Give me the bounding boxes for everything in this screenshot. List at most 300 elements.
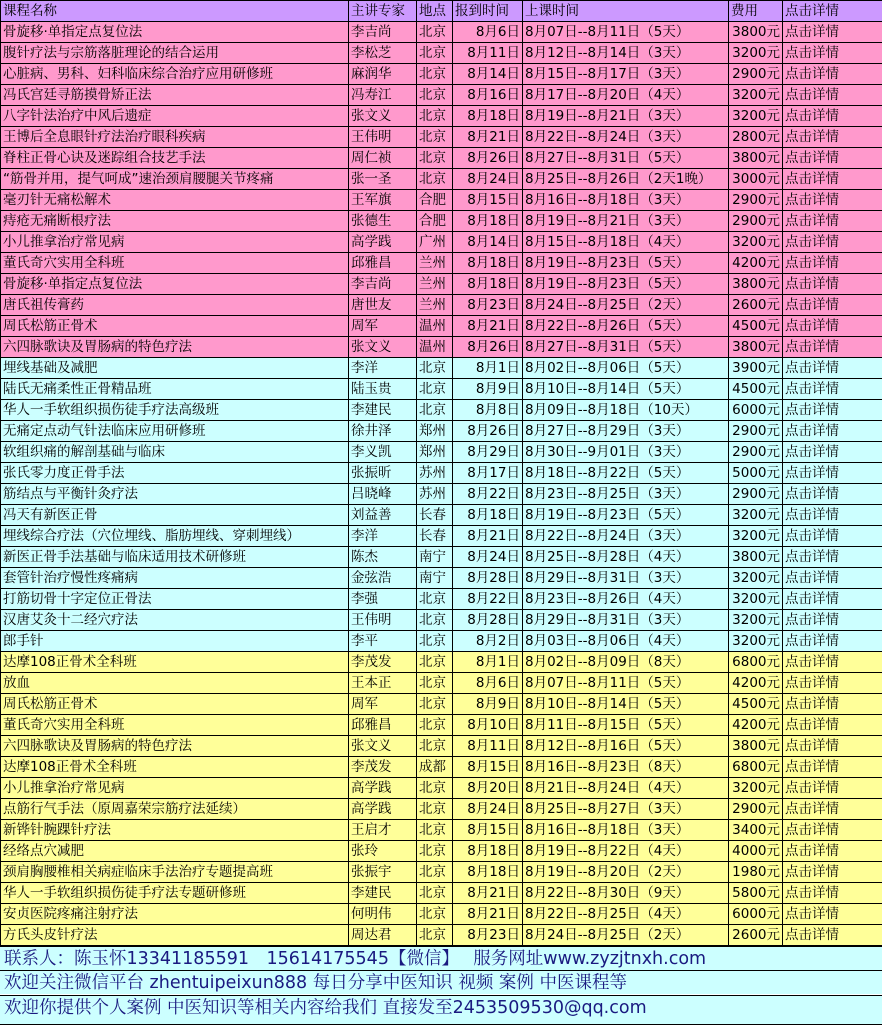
teacher-name: 麻润华	[349, 64, 417, 85]
register-date: 8月22日	[453, 589, 523, 610]
register-date: 8月15日	[453, 820, 523, 841]
table-row	[1, 694, 882, 715]
location: 兰州	[417, 253, 453, 274]
class-dates: 8月07日--8月11日（5天）	[523, 22, 729, 43]
col-header-teacher: 主讲专家	[349, 1, 417, 22]
fee: 3900元	[729, 358, 783, 379]
detail-link[interactable]: 点击详情	[783, 337, 882, 358]
detail-link[interactable]: 点击详情	[783, 253, 882, 274]
register-date: 8月18日	[453, 253, 523, 274]
location: 北京	[417, 169, 453, 190]
detail-link[interactable]: 点击详情	[783, 316, 882, 337]
register-date: 8月21日	[453, 127, 523, 148]
detail-link[interactable]: 点击详情	[783, 568, 882, 589]
class-dates: 8月19日--8月21日（3天）	[523, 211, 729, 232]
detail-link[interactable]: 点击详情	[783, 694, 882, 715]
table-row	[1, 925, 882, 946]
table-row	[1, 316, 882, 337]
class-dates: 8月21日--8月24日（4天）	[523, 778, 729, 799]
location: 北京	[417, 673, 453, 694]
table-row	[1, 610, 882, 631]
course-name: 冯氏宫廷寻筋摸骨矫正法	[1, 85, 349, 106]
table-row	[1, 442, 882, 463]
location: 北京	[417, 631, 453, 652]
location: 温州	[417, 316, 453, 337]
fee: 2600元	[729, 295, 783, 316]
fee: 4200元	[729, 673, 783, 694]
col-header-course: 课程名称	[1, 1, 349, 22]
course-name: 张氏零力度正骨手法	[1, 463, 349, 484]
register-date: 8月14日	[453, 232, 523, 253]
detail-link[interactable]: 点击详情	[783, 295, 882, 316]
table-row	[1, 169, 882, 190]
teacher-name: 王启才	[349, 820, 417, 841]
fee: 3200元	[729, 778, 783, 799]
register-date: 8月28日	[453, 610, 523, 631]
register-date: 8月26日	[453, 148, 523, 169]
table-row	[1, 22, 882, 43]
class-dates: 8月02日--8月06日（5天）	[523, 358, 729, 379]
class-dates: 8月27日--8月29日（3天）	[523, 421, 729, 442]
table-row	[1, 526, 882, 547]
course-name: 打筋切骨十字定位正骨法	[1, 589, 349, 610]
register-date: 8月24日	[453, 799, 523, 820]
fee: 6000元	[729, 904, 783, 925]
course-name: 无痛定点动气针法临床应用研修班	[1, 421, 349, 442]
course-name: 达摩108正骨术全科班	[1, 652, 349, 673]
detail-link[interactable]: 点击详情	[783, 190, 882, 211]
class-dates: 8月27日--8月31日（5天）	[523, 148, 729, 169]
class-dates: 8月23日--8月25日（3天）	[523, 484, 729, 505]
course-name: 毫刃针无痛松解术	[1, 190, 349, 211]
teacher-name: 李建民	[349, 883, 417, 904]
teacher-name: 李吉尚	[349, 274, 417, 295]
course-name: 新医正骨手法基础与临床适用技术研修班	[1, 547, 349, 568]
course-name: 埋线综合疗法（穴位埋线、脂肪埋线、穿刺埋线）	[1, 526, 349, 547]
register-date: 8月11日	[453, 736, 523, 757]
register-date: 8月15日	[453, 757, 523, 778]
class-dates: 8月12日--8月14日（3天）	[523, 43, 729, 64]
fee: 3200元	[729, 106, 783, 127]
fee: 3400元	[729, 820, 783, 841]
register-date: 8月20日	[453, 778, 523, 799]
register-date: 8月21日	[453, 904, 523, 925]
register-date: 8月9日	[453, 694, 523, 715]
register-date: 8月11日	[453, 43, 523, 64]
teacher-name: 唐世友	[349, 295, 417, 316]
fee: 2900元	[729, 190, 783, 211]
detail-link[interactable]: 点击详情	[783, 526, 882, 547]
teacher-name: 高学践	[349, 232, 417, 253]
detail-link[interactable]: 点击详情	[783, 274, 882, 295]
fee: 3200元	[729, 568, 783, 589]
register-date: 8月24日	[453, 547, 523, 568]
course-name: 周氏松筋正骨术	[1, 694, 349, 715]
detail-link[interactable]: 点击详情	[783, 904, 882, 925]
register-date: 8月15日	[453, 190, 523, 211]
table-row	[1, 379, 882, 400]
fee: 6000元	[729, 400, 783, 421]
teacher-name: 张玲	[349, 841, 417, 862]
register-date: 8月6日	[453, 673, 523, 694]
detail-link[interactable]: 点击详情	[783, 127, 882, 148]
table-row	[1, 232, 882, 253]
detail-link[interactable]: 点击详情	[783, 148, 882, 169]
class-dates: 8月24日--8月25日（2天）	[523, 925, 729, 946]
course-name: 经络点穴减肥	[1, 841, 349, 862]
course-name: 套管针治疗慢性疼痛病	[1, 568, 349, 589]
detail-link[interactable]: 点击详情	[783, 778, 882, 799]
table-row	[1, 127, 882, 148]
register-date: 8月23日	[453, 295, 523, 316]
fee: 3200元	[729, 589, 783, 610]
detail-link[interactable]: 点击详情	[783, 358, 882, 379]
class-dates: 8月19日--8月23日（5天）	[523, 253, 729, 274]
teacher-name: 陈杰	[349, 547, 417, 568]
fee: 4500元	[729, 379, 783, 400]
class-dates: 8月16日--8月18日（3天）	[523, 820, 729, 841]
register-date: 8月10日	[453, 715, 523, 736]
detail-link[interactable]: 点击详情	[783, 841, 882, 862]
course-name: 董氏奇穴实用全科班	[1, 253, 349, 274]
location: 北京	[417, 85, 453, 106]
class-dates: 8月10日--8月14日（5天）	[523, 694, 729, 715]
course-name: 放血	[1, 673, 349, 694]
detail-link[interactable]: 点击详情	[783, 652, 882, 673]
register-date: 8月8日	[453, 400, 523, 421]
course-name: 痔疮无痛断根疗法	[1, 211, 349, 232]
course-name: 周氏松筋正骨术	[1, 316, 349, 337]
fee: 3800元	[729, 22, 783, 43]
class-dates: 8月03日--8月06日（4天）	[523, 631, 729, 652]
location: 北京	[417, 379, 453, 400]
detail-link[interactable]: 点击详情	[783, 925, 882, 946]
table-row	[1, 652, 882, 673]
table-row	[1, 64, 882, 85]
class-dates: 8月16日--8月18日（3天）	[523, 190, 729, 211]
table-row	[1, 862, 882, 883]
location: 北京	[417, 400, 453, 421]
teacher-name: 李洋	[349, 526, 417, 547]
detail-link[interactable]: 点击详情	[783, 43, 882, 64]
table-row	[1, 358, 882, 379]
detail-link[interactable]: 点击详情	[783, 85, 882, 106]
location: 北京	[417, 862, 453, 883]
detail-link[interactable]: 点击详情	[783, 169, 882, 190]
fee: 5000元	[729, 463, 783, 484]
fee: 2900元	[729, 421, 783, 442]
col-header-fee: 费用	[729, 1, 783, 22]
detail-link[interactable]: 点击详情	[783, 442, 882, 463]
class-dates: 8月19日--8月20日（2天）	[523, 862, 729, 883]
table-row	[1, 43, 882, 64]
fee: 4200元	[729, 253, 783, 274]
submission-line: 欢迎你提供个人案例 中医知识等相关内容给我们 直接发至2453509530@qq.com	[0, 995, 882, 1025]
class-dates: 8月19日--8月22日（4天）	[523, 841, 729, 862]
detail-link[interactable]: 点击详情	[783, 883, 882, 904]
fee: 2900元	[729, 211, 783, 232]
class-dates: 8月09日--8月18日（10天）	[523, 400, 729, 421]
location: 合肥	[417, 211, 453, 232]
fee: 3800元	[729, 148, 783, 169]
class-dates: 8月22日--8月26日（5天）	[523, 316, 729, 337]
table-row	[1, 904, 882, 925]
register-date: 8月17日	[453, 463, 523, 484]
class-dates: 8月25日--8月26日（2天1晚）	[523, 169, 729, 190]
register-date: 8月26日	[453, 337, 523, 358]
detail-link[interactable]: 点击详情	[783, 589, 882, 610]
table-row	[1, 547, 882, 568]
class-dates: 8月25日--8月28日（4天）	[523, 547, 729, 568]
class-dates: 8月16日--8月23日（8天）	[523, 757, 729, 778]
class-dates: 8月29日--8月31日（3天）	[523, 568, 729, 589]
fee: 2600元	[729, 925, 783, 946]
table-row	[1, 85, 882, 106]
location: 郑州	[417, 442, 453, 463]
class-dates: 8月23日--8月26日（4天）	[523, 589, 729, 610]
teacher-name: 徐井泽	[349, 421, 417, 442]
table-row	[1, 421, 882, 442]
fee: 3800元	[729, 736, 783, 757]
location: 北京	[417, 715, 453, 736]
detail-link[interactable]: 点击详情	[783, 547, 882, 568]
teacher-name: 周达君	[349, 925, 417, 946]
register-date: 8月21日	[453, 526, 523, 547]
location: 广州	[417, 232, 453, 253]
class-dates: 8月27日--8月31日（5天）	[523, 337, 729, 358]
register-date: 8月23日	[453, 925, 523, 946]
table-row	[1, 568, 882, 589]
table-row	[1, 673, 882, 694]
location: 北京	[417, 694, 453, 715]
col-header-detail: 点击详情	[783, 1, 882, 22]
teacher-name: 邱雅昌	[349, 715, 417, 736]
fee: 3200元	[729, 43, 783, 64]
teacher-name: 张振宇	[349, 862, 417, 883]
detail-link[interactable]: 点击详情	[783, 862, 882, 883]
location: 北京	[417, 106, 453, 127]
class-dates: 8月11日--8月15日（5天）	[523, 715, 729, 736]
detail-link[interactable]: 点击详情	[783, 421, 882, 442]
teacher-name: 吕晓峰	[349, 484, 417, 505]
class-dates: 8月15日--8月17日（3天）	[523, 64, 729, 85]
class-dates: 8月24日--8月25日（2天）	[523, 295, 729, 316]
detail-link[interactable]: 点击详情	[783, 799, 882, 820]
detail-link[interactable]: 点击详情	[783, 757, 882, 778]
table-row	[1, 505, 882, 526]
detail-link[interactable]: 点击详情	[783, 610, 882, 631]
col-header-place: 地点	[417, 1, 453, 22]
fee: 3200元	[729, 526, 783, 547]
location: 北京	[417, 22, 453, 43]
fee: 3200元	[729, 505, 783, 526]
course-name: 筋结点与平衡针灸疗法	[1, 484, 349, 505]
location: 北京	[417, 64, 453, 85]
course-name: 陆氏无痛柔性正骨精品班	[1, 379, 349, 400]
location: 北京	[417, 841, 453, 862]
table-row	[1, 484, 882, 505]
teacher-name: 李茂发	[349, 652, 417, 673]
location: 北京	[417, 736, 453, 757]
table-row	[1, 295, 882, 316]
register-date: 8月26日	[453, 421, 523, 442]
table-row	[1, 148, 882, 169]
fee: 3800元	[729, 337, 783, 358]
register-date: 8月24日	[453, 169, 523, 190]
location: 北京	[417, 799, 453, 820]
table-row	[1, 106, 882, 127]
fee: 6800元	[729, 757, 783, 778]
detail-link[interactable]: 点击详情	[783, 22, 882, 43]
table-row	[1, 820, 882, 841]
class-dates: 8月30日--9月01日（3天）	[523, 442, 729, 463]
class-dates: 8月22日--8月24日（3天）	[523, 127, 729, 148]
table-row	[1, 211, 882, 232]
register-date: 8月2日	[453, 631, 523, 652]
class-dates: 8月18日--8月22日（5天）	[523, 463, 729, 484]
course-name: 华人一手软组织损伤徒手疗法高级班	[1, 400, 349, 421]
detail-link[interactable]: 点击详情	[783, 463, 882, 484]
table-row	[1, 463, 882, 484]
teacher-name: 冯寿江	[349, 85, 417, 106]
course-name: 小儿推拿治疗常见病	[1, 778, 349, 799]
course-name: 汉唐艾灸十二经穴疗法	[1, 610, 349, 631]
course-name: 冯天有新医正骨	[1, 505, 349, 526]
fee: 4200元	[729, 715, 783, 736]
detail-link[interactable]: 点击详情	[783, 232, 882, 253]
location: 长春	[417, 505, 453, 526]
class-dates: 8月07日--8月11日（5天）	[523, 673, 729, 694]
class-dates: 8月22日--8月24日（3天）	[523, 526, 729, 547]
course-name: 颈肩胸腰椎相关病症临床手法治疗专题提高班	[1, 862, 349, 883]
detail-link[interactable]: 点击详情	[783, 631, 882, 652]
class-dates: 8月22日--8月25日（4天）	[523, 904, 729, 925]
location: 郑州	[417, 421, 453, 442]
course-name: 脊柱正骨心诀及迷踪组合技艺手法	[1, 148, 349, 169]
location: 成都	[417, 757, 453, 778]
class-dates: 8月25日--8月27日（3天）	[523, 799, 729, 820]
register-date: 8月28日	[453, 568, 523, 589]
detail-link[interactable]: 点击详情	[783, 484, 882, 505]
table-row	[1, 589, 882, 610]
fee: 4500元	[729, 316, 783, 337]
register-date: 8月18日	[453, 505, 523, 526]
table-row	[1, 883, 882, 904]
course-name: 骨旋移·单指定点复位法	[1, 274, 349, 295]
location: 南宁	[417, 547, 453, 568]
register-date: 8月21日	[453, 883, 523, 904]
location: 北京	[417, 820, 453, 841]
teacher-name: 李茂发	[349, 757, 417, 778]
course-name: 新铧针腕踝针疗法	[1, 820, 349, 841]
teacher-name: 周仁祯	[349, 148, 417, 169]
fee: 3800元	[729, 274, 783, 295]
teacher-name: 李建民	[349, 400, 417, 421]
course-name: 六四脉歌诀及胃肠病的特色疗法	[1, 337, 349, 358]
register-date: 8月1日	[453, 652, 523, 673]
course-name: 华人一手软组织损伤徒手疗法专题研修班	[1, 883, 349, 904]
location: 北京	[417, 127, 453, 148]
course-name: 小儿推拿治疗常见病	[1, 232, 349, 253]
class-dates: 8月12日--8月16日（5天）	[523, 736, 729, 757]
fee: 3000元	[729, 169, 783, 190]
course-name: 骨旋移·单指定点复位法	[1, 22, 349, 43]
teacher-name: 周军	[349, 694, 417, 715]
course-name: 六四脉歌诀及胃肠病的特色疗法	[1, 736, 349, 757]
detail-link[interactable]: 点击详情	[783, 400, 882, 421]
header-row	[1, 1, 882, 22]
table-row	[1, 337, 882, 358]
detail-link[interactable]: 点击详情	[783, 820, 882, 841]
location: 北京	[417, 589, 453, 610]
teacher-name: 张振昕	[349, 463, 417, 484]
class-dates: 8月15日--8月18日（4天）	[523, 232, 729, 253]
detail-link[interactable]: 点击详情	[783, 64, 882, 85]
teacher-name: 张一圣	[349, 169, 417, 190]
class-dates: 8月22日--8月30日（9天）	[523, 883, 729, 904]
course-name: 董氏奇穴实用全科班	[1, 715, 349, 736]
class-dates: 8月17日--8月20日（4天）	[523, 85, 729, 106]
detail-link[interactable]: 点击详情	[783, 211, 882, 232]
fee: 2900元	[729, 442, 783, 463]
detail-link[interactable]: 点击详情	[783, 673, 882, 694]
register-date: 8月18日	[453, 274, 523, 295]
fee: 5800元	[729, 883, 783, 904]
col-header-register: 报到时间	[453, 1, 523, 22]
fee: 2900元	[729, 64, 783, 85]
course-rows	[1, 22, 882, 946]
location: 北京	[417, 925, 453, 946]
fee: 1980元	[729, 862, 783, 883]
fee: 3200元	[729, 610, 783, 631]
contact-line: 联系人：陈玉怀13341185591 15614175545【微信】 服务网址www.zyzjtnxh.com	[0, 946, 882, 970]
course-name: 王博后全息眼针疗法治疗眼科疾病	[1, 127, 349, 148]
location: 北京	[417, 358, 453, 379]
detail-link[interactable]: 点击详情	[783, 106, 882, 127]
fee: 4000元	[729, 841, 783, 862]
register-date: 8月16日	[453, 85, 523, 106]
table-row	[1, 841, 882, 862]
course-name: 郎手针	[1, 631, 349, 652]
teacher-name: 周军	[349, 316, 417, 337]
course-name: 腹针疗法与宗筋落脏理论的结合运用	[1, 43, 349, 64]
course-name: “筋骨并用，提气呵成”速治颈肩腰腿关节疼痛	[1, 169, 349, 190]
location: 北京	[417, 652, 453, 673]
location: 长春	[417, 526, 453, 547]
teacher-name: 张文义	[349, 106, 417, 127]
register-date: 8月9日	[453, 379, 523, 400]
location: 苏州	[417, 484, 453, 505]
register-date: 8月29日	[453, 442, 523, 463]
detail-link[interactable]: 点击详情	[783, 715, 882, 736]
detail-link[interactable]: 点击详情	[783, 505, 882, 526]
location: 北京	[417, 43, 453, 64]
register-date: 8月14日	[453, 64, 523, 85]
register-date: 8月18日	[453, 841, 523, 862]
teacher-name: 陆玉贵	[349, 379, 417, 400]
teacher-name: 刘益善	[349, 505, 417, 526]
detail-link[interactable]: 点击详情	[783, 379, 882, 400]
table-row	[1, 190, 882, 211]
course-name: 埋线基础及减肥	[1, 358, 349, 379]
location: 兰州	[417, 274, 453, 295]
course-name: 达摩108正骨术全科班	[1, 757, 349, 778]
register-date: 8月21日	[453, 316, 523, 337]
location: 北京	[417, 778, 453, 799]
detail-link[interactable]: 点击详情	[783, 736, 882, 757]
fee: 2900元	[729, 799, 783, 820]
table-row	[1, 715, 882, 736]
